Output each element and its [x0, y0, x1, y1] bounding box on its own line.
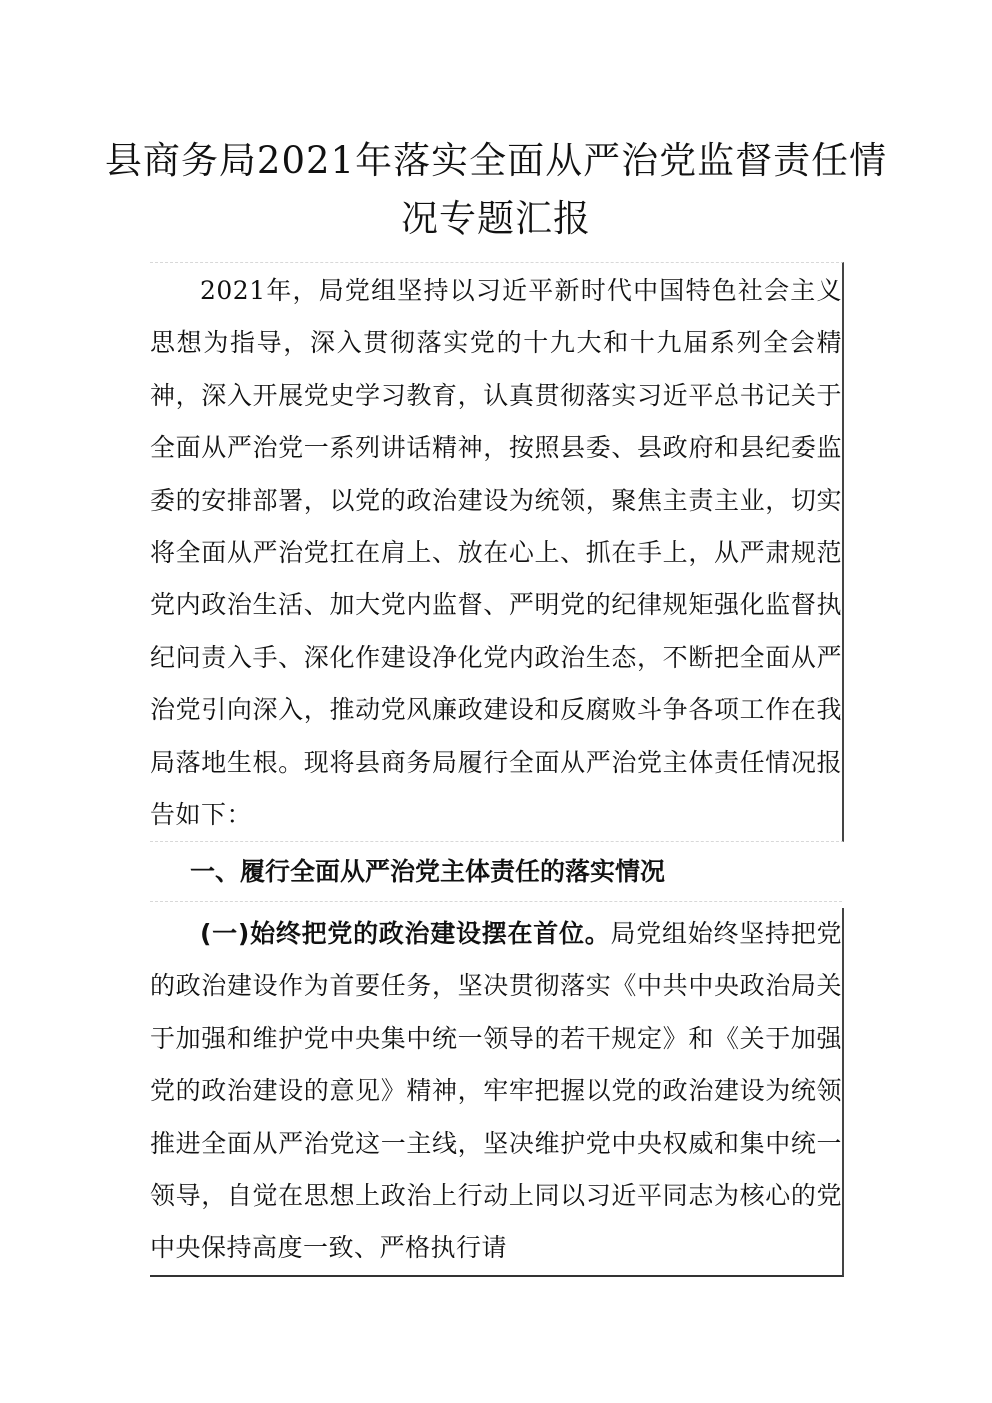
section-heading-block	[150, 843, 842, 902]
subsection-paragraph	[150, 908, 842, 1275]
intro-block	[150, 262, 844, 842]
subsection-body: 局党组始终坚持把党的政治建设作为首要任务，坚决贯彻落实《中共中央政治局关于加强和维护党中央集中统一领导的若干规定》和《关于加强党的政治建设的意见》精神，牢牢把握以党的政治建设为统领推进全面从严治党这一主线，坚决维护党中央权威和集中统一领导，自觉在思想上政治上行动上同以习近平同志为核心的党中央保持高度一致、严格执行请	[150, 919, 842, 1263]
document-title: 县商务局2021年落实全面从严治党监督责任情况专题汇报	[104, 139, 888, 240]
section-heading: 一、履行全面从严治党主体责任的落实情况	[190, 857, 666, 886]
subsection-block	[150, 908, 844, 1277]
subsection-lead: (一)始终把党的政治建设摆在首位。	[200, 919, 611, 948]
intro-paragraph: 2021年，局党组坚持以习近平新时代中国特色社会主义思想为指导，深入贯彻落实党的十九大和十九届系列全会精神，深入开展党史学习教育，认真贯彻落实习近平总书记关于全面从严治党一系列讲话精神，按照县委、县政府和县纪委监委的安排部署，以党的政治建设为统领，聚焦主责主业，切实将全面从严治党扛在肩上、放在心上、抓在手上，从严肃规范党内政治生活、加大党内监督、严明党的纪律规矩强化监督执纪问责入手、深化作建设净化党内政治生态，不断把全面从严治党引向深入，推动党风廉政建设和反腐败斗争各项工作在我局落地生根。现将县商务局履行全面从严治党主体责任情况报告如下：	[150, 276, 842, 830]
